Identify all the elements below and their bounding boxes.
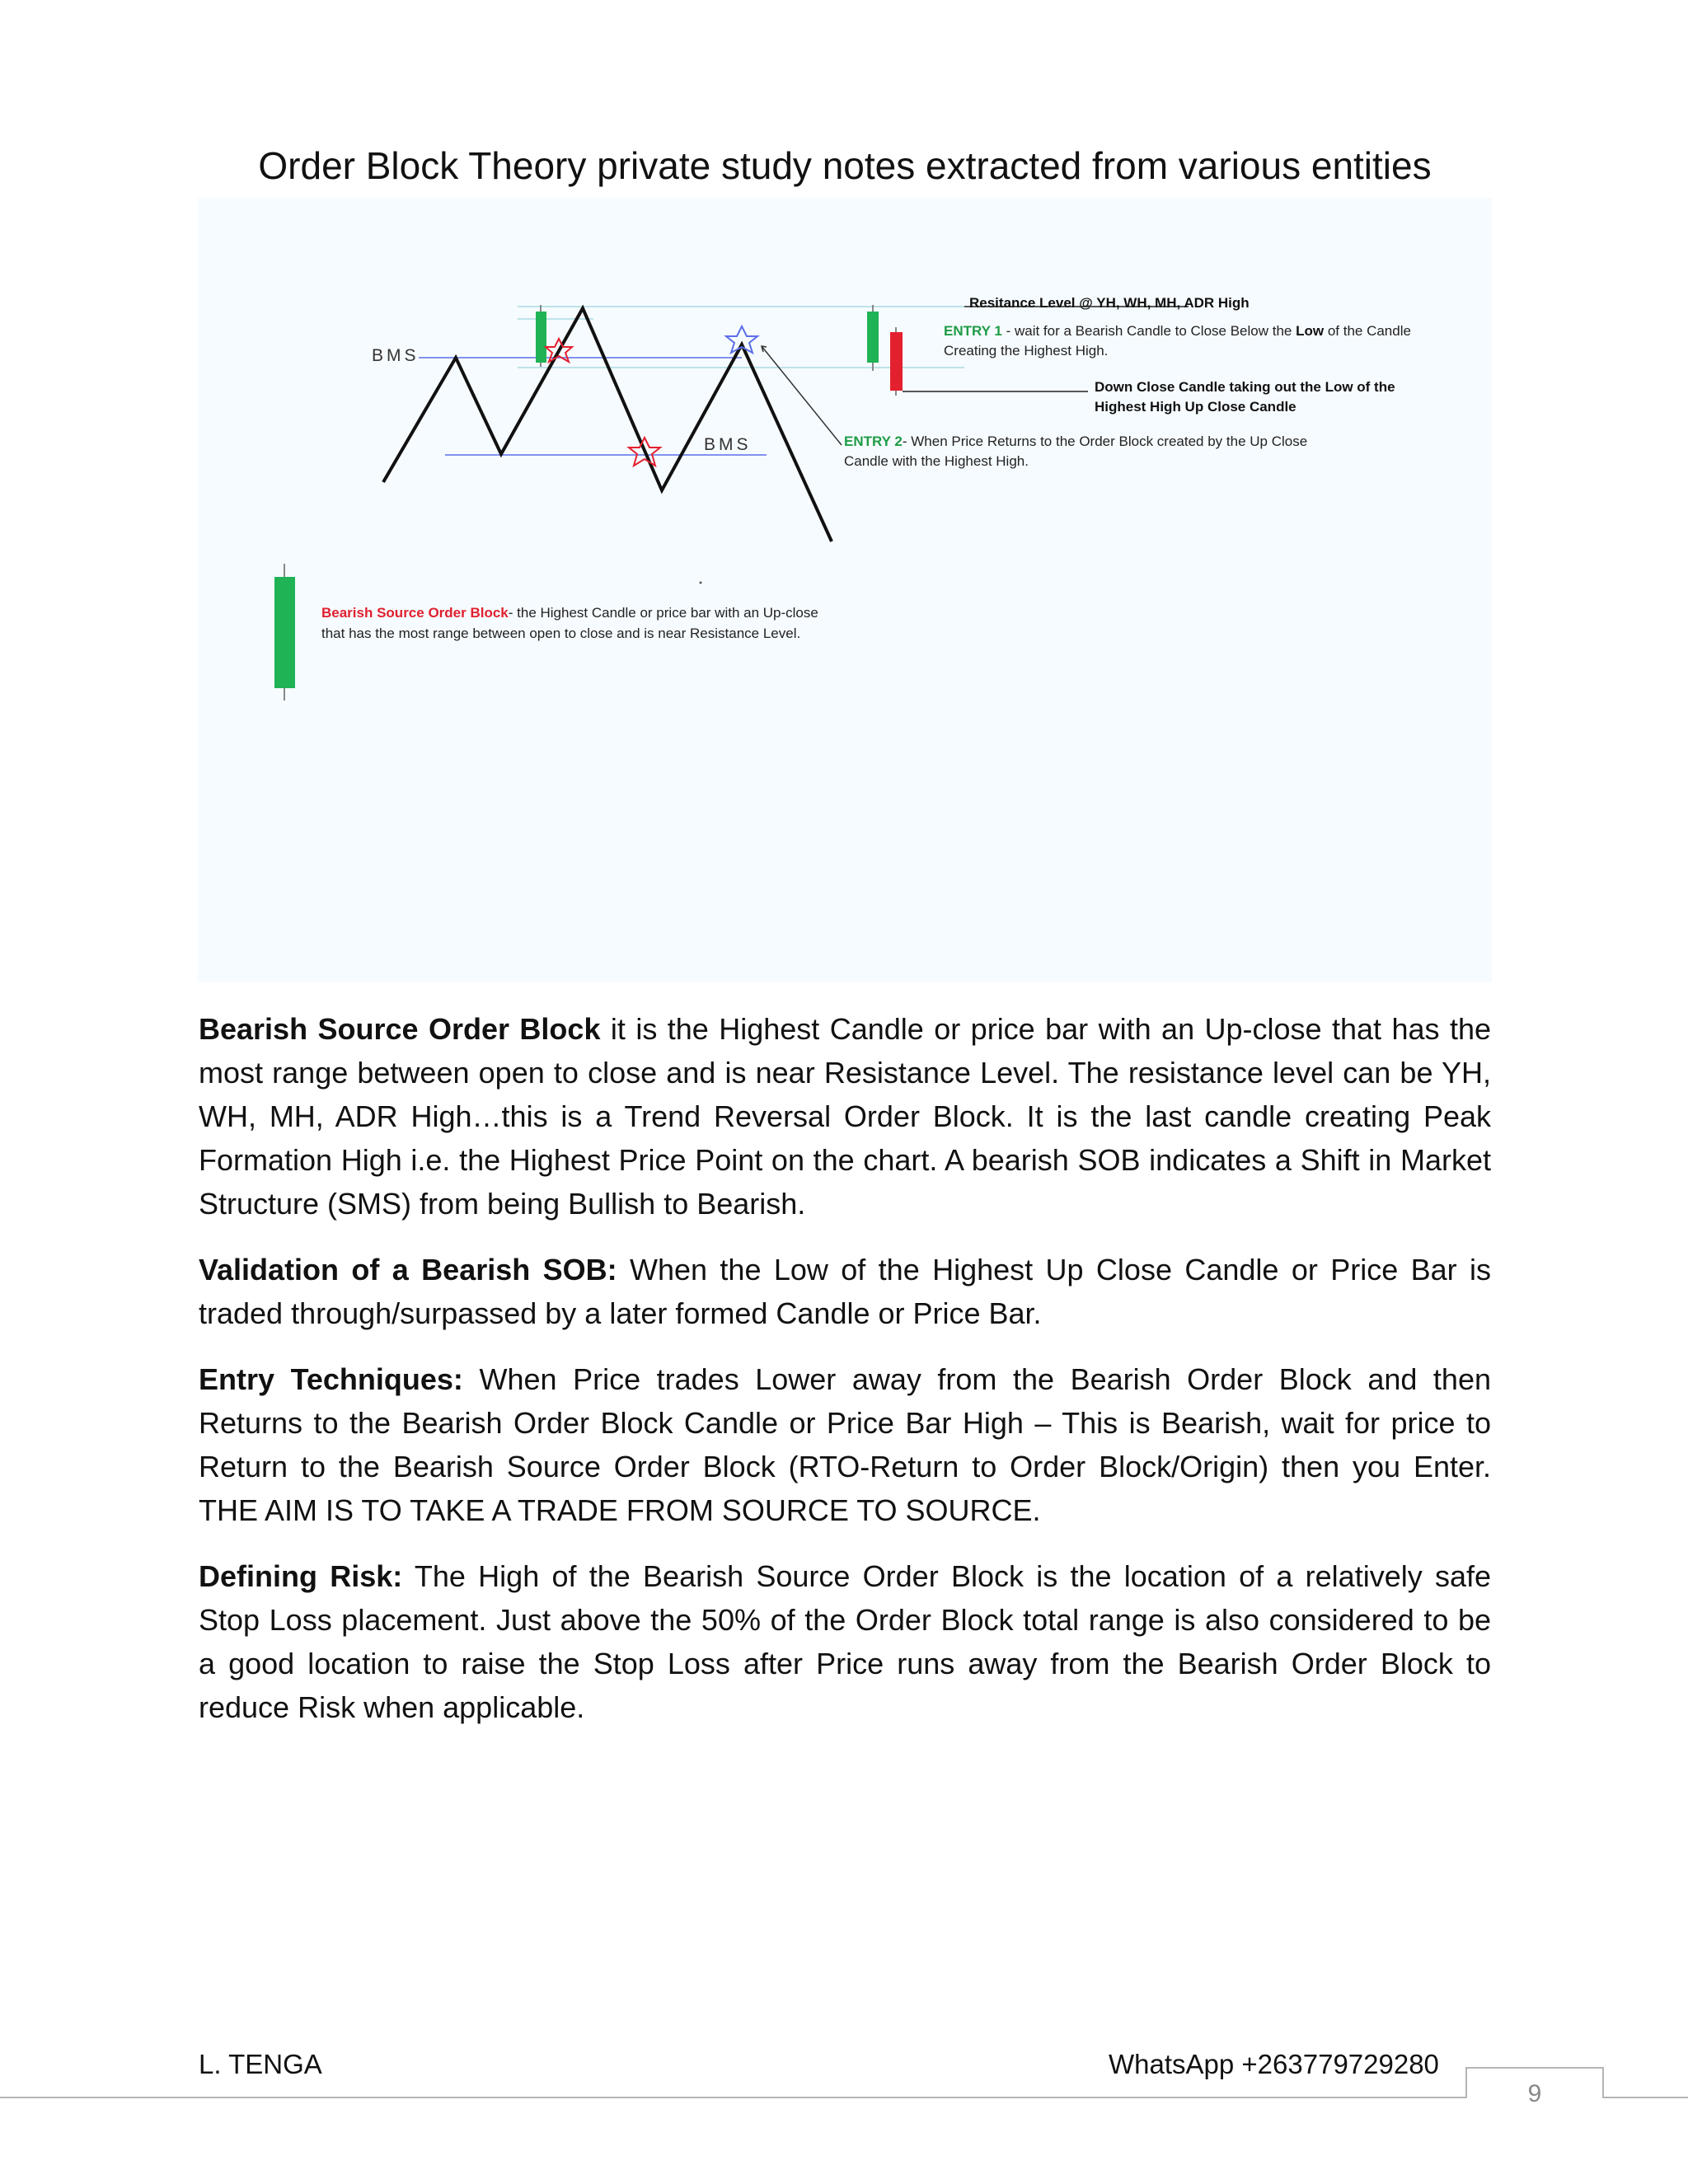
order-block-diagram — [198, 198, 1492, 982]
footer-author: L. TENGA — [199, 2049, 322, 2079]
bms-label-left: BMS — [372, 346, 420, 365]
entry1-note: ENTRY 1 - wait for a Bearish Candle to Close Below the Low of the Candle — [944, 323, 1411, 339]
star-marker-3 — [726, 326, 757, 353]
page-title: Order Block Theory private study notes extracted from various entities — [258, 144, 1432, 187]
down-close-note: Down Close Candle taking out the Low of the — [1095, 379, 1395, 395]
right-green-candle — [867, 312, 879, 363]
footer-rule — [0, 2097, 1688, 2098]
sob-candle-body — [274, 577, 295, 688]
paragraph-bearish-sob: Bearish Source Order Block it is the Highest Candle or price bar with an Up-close that has the most range between open to close and is near Resistance Level. The resistance level can be YH, WH, MH, ADR High…this is a Trend Reversal Order Block. It is the last candle creating Peak Formation High i.e. the Highest Price Point on the chart. A bearish SOB indicates a Shift in Market Structure (SMS) from being Bullish to Bearish. — [199, 1012, 1491, 1221]
entry2-arrow-line — [762, 346, 842, 445]
right-red-candle — [890, 332, 903, 391]
bms-label-right: BMS — [704, 435, 752, 454]
resistance-label: Resitance Level @ YH, WH, MH, ADR High — [969, 295, 1250, 311]
sob-note: Bearish Source Order Block- the Highest Candle or price bar with an Up-close — [321, 605, 818, 621]
paragraph-entry-techniques: Entry Techniques: When Price trades Lower away from the Bearish Order Block and then Returns to the Bearish Order Block Candle or Price Bar High – This is Bearish, wait for price to Return to the Bearish Source Order Block (RTO-Return to Order Block/Origin) then you Enter. THE AIM IS TO TAKE A TRADE FROM SOURCE TO SOURCE. — [199, 1362, 1491, 1527]
footer-contact: WhatsApp +263779729280 — [1109, 2049, 1439, 2079]
page-number-box — [1465, 2067, 1604, 2107]
down-close-note-line2: Highest High Up Close Candle — [1095, 399, 1296, 415]
sob-note-line2: that has the most range between open to close and is near Resistance Level. — [321, 626, 801, 641]
body-text — [199, 1007, 1491, 1751]
diagram-drawing — [198, 198, 1492, 982]
ob-candle-body — [536, 312, 546, 363]
entry2-note-line2: Candle with the Highest High. — [844, 453, 1029, 469]
paragraph-validation: Validation of a Bearish SOB: When the Low of the Highest Up Close Candle or Price Bar is traded through/surpassed by a later formed Candle or Price Bar. — [199, 1253, 1491, 1330]
paragraph-defining-risk: Defining Risk: The High of the Bearish Source Order Block is the location of a relatively safe Stop Loss placement. Just above the 50% of the Order Block total range is also considered to be a good location to raise the Stop Loss after Price runs away from the Bearish Order Block to reduce Risk when applicable. — [199, 1559, 1492, 1724]
page-number: 9 — [1527, 2080, 1542, 2107]
price-path — [383, 308, 832, 541]
entry1-note-line2: Creating the Highest High. — [944, 343, 1109, 359]
stray-dot — [700, 582, 702, 584]
entry2-note: ENTRY 2- When Price Returns to the Order Block created by the Up Close — [844, 434, 1308, 449]
